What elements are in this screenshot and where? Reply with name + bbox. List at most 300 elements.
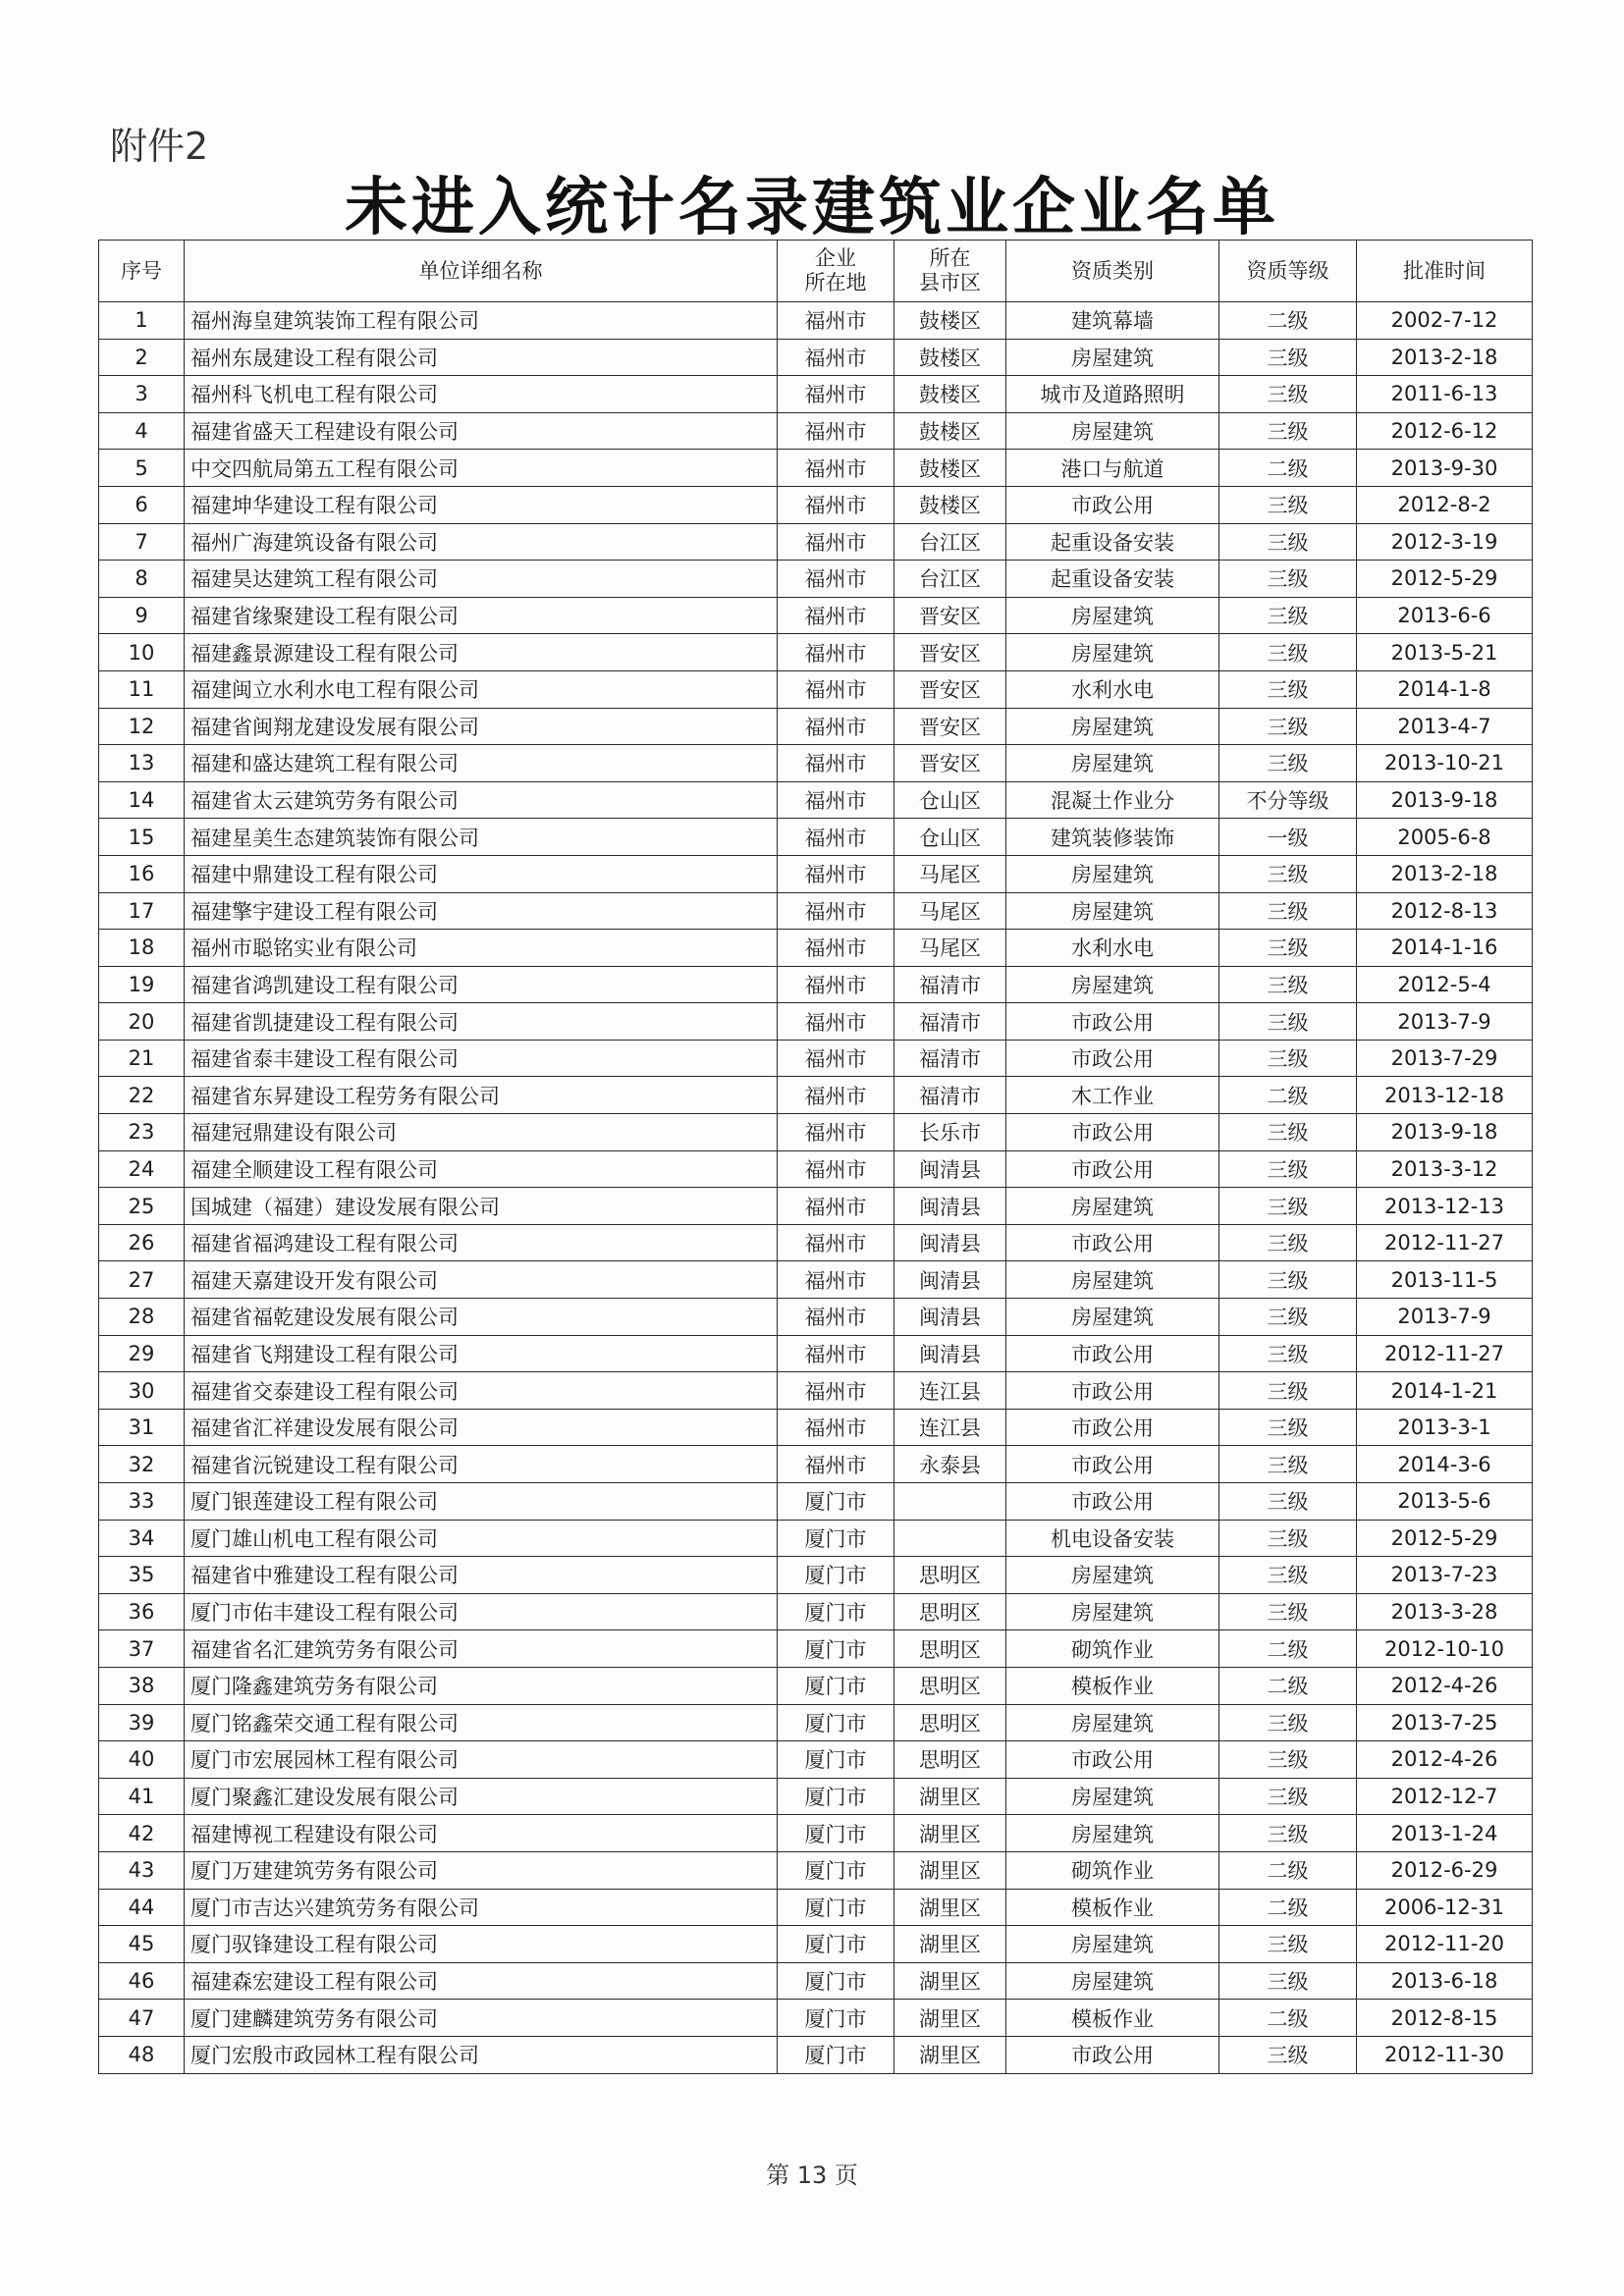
cell-city: 福州市	[778, 523, 894, 561]
cell-date: 2013-7-9	[1357, 1003, 1533, 1041]
cell-name: 厦门市宏展园林工程有限公司	[185, 1741, 778, 1779]
table-row	[99, 1188, 1533, 1225]
table-row	[99, 1630, 1533, 1668]
table-row	[99, 339, 1533, 376]
cell-no: 34	[99, 1520, 185, 1557]
cell-no: 33	[99, 1483, 185, 1521]
table-row	[99, 1483, 1533, 1521]
cell-level: 三级	[1219, 670, 1357, 708]
attachment-label: 附件2	[110, 125, 209, 168]
cell-city: 福州市	[778, 302, 894, 340]
table-row	[99, 1926, 1533, 1963]
cell-district: 福清市	[894, 1040, 1006, 1077]
cell-city: 福州市	[778, 892, 894, 930]
cell-name: 福州广海建筑设备有限公司	[185, 523, 778, 561]
cell-city: 福州市	[778, 930, 894, 967]
cell-district: 思明区	[894, 1593, 1006, 1630]
cell-district: 晋安区	[894, 597, 1006, 634]
cell-name: 福建坤华建设工程有限公司	[185, 486, 778, 523]
cell-name: 福建全顺建设工程有限公司	[185, 1150, 778, 1188]
cell-district: 福清市	[894, 966, 1006, 1003]
cell-city: 福州市	[778, 1040, 894, 1077]
cell-name: 福州东晟建设工程有限公司	[185, 339, 778, 376]
cell-level: 三级	[1219, 1704, 1357, 1741]
cell-district: 思明区	[894, 1667, 1006, 1704]
cell-city: 福州市	[778, 966, 894, 1003]
table-row	[99, 597, 1533, 634]
table-row	[99, 1593, 1533, 1630]
cell-no: 43	[99, 1851, 185, 1889]
cell-date: 2013-11-5	[1357, 1261, 1533, 1299]
cell-no: 27	[99, 1261, 185, 1299]
cell-no: 28	[99, 1299, 185, 1336]
cell-date: 2012-10-10	[1357, 1630, 1533, 1668]
cell-district: 湖里区	[894, 1815, 1006, 1852]
table-row	[99, 1299, 1533, 1336]
cell-level: 三级	[1219, 1188, 1357, 1225]
cell-date: 2013-2-18	[1357, 339, 1533, 376]
cell-district: 闽清县	[894, 1261, 1006, 1299]
table-row	[99, 1520, 1533, 1557]
cell-type: 水利水电	[1006, 930, 1219, 967]
table-row	[99, 930, 1533, 967]
cell-level: 三级	[1219, 486, 1357, 523]
cell-level: 二级	[1219, 1851, 1357, 1889]
cell-no: 38	[99, 1667, 185, 1704]
cell-date: 2013-12-13	[1357, 1188, 1533, 1225]
cell-no: 3	[99, 376, 185, 413]
cell-type: 机电设备安装	[1006, 1520, 1219, 1557]
cell-city: 福州市	[778, 708, 894, 745]
cell-city: 福州市	[778, 486, 894, 523]
cell-city: 福州市	[778, 1409, 894, 1446]
cell-name: 福建省盛天工程建设有限公司	[185, 412, 778, 450]
cell-district: 台江区	[894, 561, 1006, 598]
cell-name: 福州市聪铭实业有限公司	[185, 930, 778, 967]
cell-name: 福建和盛达建筑工程有限公司	[185, 745, 778, 782]
cell-no: 22	[99, 1077, 185, 1114]
cell-date: 2012-12-7	[1357, 1778, 1533, 1815]
cell-name: 中交四航局第五工程有限公司	[185, 450, 778, 487]
table-row	[99, 1741, 1533, 1779]
table-row	[99, 1335, 1533, 1372]
cell-city: 福州市	[778, 855, 894, 892]
cell-name: 福建擎宇建设工程有限公司	[185, 892, 778, 930]
cell-name: 福建省泰丰建设工程有限公司	[185, 1040, 778, 1077]
cell-district: 湖里区	[894, 2000, 1006, 2037]
cell-type: 房屋建筑	[1006, 1299, 1219, 1336]
cell-type: 市政公用	[1006, 1335, 1219, 1372]
table-row	[99, 634, 1533, 671]
cell-type: 模板作业	[1006, 1667, 1219, 1704]
cell-district: 长乐市	[894, 1114, 1006, 1151]
cell-city: 厦门市	[778, 1630, 894, 1668]
cell-type: 起重设备安装	[1006, 523, 1219, 561]
cell-city: 福州市	[778, 1003, 894, 1041]
table-row	[99, 855, 1533, 892]
cell-no: 1	[99, 302, 185, 340]
cell-type: 房屋建筑	[1006, 634, 1219, 671]
table-row	[99, 1889, 1533, 1926]
cell-no: 36	[99, 1593, 185, 1630]
cell-date: 2012-5-4	[1357, 966, 1533, 1003]
cell-city: 福州市	[778, 1150, 894, 1188]
cell-type: 房屋建筑	[1006, 1704, 1219, 1741]
cell-city: 厦门市	[778, 1704, 894, 1741]
cell-city: 福州市	[778, 1261, 894, 1299]
cell-district: 湖里区	[894, 2036, 1006, 2073]
cell-no: 41	[99, 1778, 185, 1815]
cell-city: 厦门市	[778, 2036, 894, 2073]
cell-name: 厦门市佑丰建设工程有限公司	[185, 1593, 778, 1630]
cell-type: 房屋建筑	[1006, 892, 1219, 930]
cell-name: 福建省交泰建设工程有限公司	[185, 1372, 778, 1410]
cell-type: 市政公用	[1006, 1040, 1219, 1077]
cell-date: 2013-5-21	[1357, 634, 1533, 671]
cell-level: 三级	[1219, 1261, 1357, 1299]
cell-no: 5	[99, 450, 185, 487]
cell-no: 39	[99, 1704, 185, 1741]
cell-district	[894, 1520, 1006, 1557]
cell-district: 连江县	[894, 1372, 1006, 1410]
cell-district: 福清市	[894, 1003, 1006, 1041]
cell-district: 鼓楼区	[894, 450, 1006, 487]
cell-name: 厦门驭锋建设工程有限公司	[185, 1926, 778, 1963]
cell-name: 厦门宏殷市政园林工程有限公司	[185, 2036, 778, 2073]
cell-name: 厦门隆鑫建筑劳务有限公司	[185, 1667, 778, 1704]
cell-name: 福建省中雅建设工程有限公司	[185, 1557, 778, 1594]
cell-date: 2012-4-26	[1357, 1667, 1533, 1704]
cell-no: 6	[99, 486, 185, 523]
cell-city: 厦门市	[778, 1483, 894, 1521]
cell-city: 厦门市	[778, 1557, 894, 1594]
cell-date: 2013-3-1	[1357, 1409, 1533, 1446]
cell-no: 48	[99, 2036, 185, 2073]
cell-date: 2013-3-28	[1357, 1593, 1533, 1630]
table-row	[99, 1815, 1533, 1852]
cell-level: 三级	[1219, 1593, 1357, 1630]
cell-level: 三级	[1219, 1150, 1357, 1188]
cell-type: 房屋建筑	[1006, 412, 1219, 450]
cell-type: 房屋建筑	[1006, 1261, 1219, 1299]
cell-city: 福州市	[778, 1114, 894, 1151]
cell-district: 台江区	[894, 523, 1006, 561]
cell-date: 2013-1-24	[1357, 1815, 1533, 1852]
cell-name: 福建省鸿凯建设工程有限公司	[185, 966, 778, 1003]
cell-no: 13	[99, 745, 185, 782]
cell-level: 三级	[1219, 1409, 1357, 1446]
cell-date: 2014-1-16	[1357, 930, 1533, 967]
cell-no: 31	[99, 1409, 185, 1446]
cell-name: 厦门雄山机电工程有限公司	[185, 1520, 778, 1557]
cell-type: 房屋建筑	[1006, 1962, 1219, 2000]
cell-no: 30	[99, 1372, 185, 1410]
cell-city: 福州市	[778, 819, 894, 856]
cell-date: 2012-6-12	[1357, 412, 1533, 450]
table-row	[99, 1150, 1533, 1188]
cell-level: 三级	[1219, 376, 1357, 413]
cell-city: 福州市	[778, 339, 894, 376]
cell-no: 37	[99, 1630, 185, 1668]
cell-date: 2012-4-26	[1357, 1741, 1533, 1779]
cell-type: 市政公用	[1006, 1741, 1219, 1779]
cell-district: 闽清县	[894, 1224, 1006, 1261]
cell-no: 14	[99, 781, 185, 819]
cell-no: 11	[99, 670, 185, 708]
cell-city: 厦门市	[778, 1926, 894, 1963]
cell-date: 2013-6-6	[1357, 597, 1533, 634]
cell-city: 福州市	[778, 1446, 894, 1483]
cell-type: 房屋建筑	[1006, 1815, 1219, 1852]
cell-date: 2013-6-18	[1357, 1962, 1533, 2000]
cell-level: 不分等级	[1219, 781, 1357, 819]
cell-date: 2013-4-7	[1357, 708, 1533, 745]
cell-type: 模板作业	[1006, 1889, 1219, 1926]
cell-date: 2013-2-18	[1357, 855, 1533, 892]
cell-no: 15	[99, 819, 185, 856]
cell-type: 房屋建筑	[1006, 1778, 1219, 1815]
cell-no: 9	[99, 597, 185, 634]
table-row	[99, 1851, 1533, 1889]
cell-level: 三级	[1219, 339, 1357, 376]
cell-date: 2006-12-31	[1357, 1889, 1533, 1926]
document-title: 未进入统计名录建筑业企业名单	[345, 171, 1279, 244]
table-body	[99, 302, 1533, 2074]
cell-city: 厦门市	[778, 2000, 894, 2037]
cell-date: 2012-8-15	[1357, 2000, 1533, 2037]
cell-date: 2013-9-18	[1357, 1114, 1533, 1151]
table-row	[99, 523, 1533, 561]
cell-level: 二级	[1219, 1889, 1357, 1926]
cell-level: 三级	[1219, 412, 1357, 450]
cell-district: 湖里区	[894, 1962, 1006, 2000]
cell-district: 思明区	[894, 1704, 1006, 1741]
cell-type: 砌筑作业	[1006, 1630, 1219, 1668]
cell-district: 鼓楼区	[894, 302, 1006, 340]
table-row	[99, 486, 1533, 523]
cell-no: 26	[99, 1224, 185, 1261]
table-row	[99, 1409, 1533, 1446]
cell-date: 2011-6-13	[1357, 376, 1533, 413]
cell-level: 三级	[1219, 1520, 1357, 1557]
cell-type: 市政公用	[1006, 1409, 1219, 1446]
cell-name: 福建省东昇建设工程劳务有限公司	[185, 1077, 778, 1114]
cell-level: 三级	[1219, 708, 1357, 745]
cell-city: 福州市	[778, 634, 894, 671]
cell-type: 房屋建筑	[1006, 339, 1219, 376]
cell-district: 马尾区	[894, 855, 1006, 892]
cell-no: 25	[99, 1188, 185, 1225]
cell-no: 24	[99, 1150, 185, 1188]
cell-type: 市政公用	[1006, 486, 1219, 523]
cell-type: 房屋建筑	[1006, 1188, 1219, 1225]
cell-district: 仓山区	[894, 819, 1006, 856]
cell-date: 2012-11-30	[1357, 2036, 1533, 2073]
cell-district: 连江县	[894, 1409, 1006, 1446]
cell-district: 晋安区	[894, 745, 1006, 782]
cell-date: 2013-7-25	[1357, 1704, 1533, 1741]
cell-level: 二级	[1219, 2000, 1357, 2037]
cell-level: 一级	[1219, 819, 1357, 856]
cell-date: 2012-5-29	[1357, 1520, 1533, 1557]
table-row	[99, 1667, 1533, 1704]
table-header-row	[99, 240, 1533, 302]
cell-date: 2013-9-18	[1357, 781, 1533, 819]
cell-name: 福建省名汇建筑劳务有限公司	[185, 1630, 778, 1668]
cell-date: 2013-12-18	[1357, 1077, 1533, 1114]
cell-level: 三级	[1219, 561, 1357, 598]
cell-level: 二级	[1219, 450, 1357, 487]
cell-no: 32	[99, 1446, 185, 1483]
cell-district: 思明区	[894, 1557, 1006, 1594]
cell-city: 福州市	[778, 1188, 894, 1225]
cell-level: 三级	[1219, 1557, 1357, 1594]
cell-district: 湖里区	[894, 1851, 1006, 1889]
table-row	[99, 2036, 1533, 2073]
cell-name: 福建中鼎建设工程有限公司	[185, 855, 778, 892]
cell-level: 二级	[1219, 302, 1357, 340]
table-row	[99, 892, 1533, 930]
cell-name: 福建省凯捷建设工程有限公司	[185, 1003, 778, 1041]
cell-city: 福州市	[778, 376, 894, 413]
cell-name: 福建省沅锐建设工程有限公司	[185, 1446, 778, 1483]
cell-type: 市政公用	[1006, 2036, 1219, 2073]
cell-district: 闽清县	[894, 1299, 1006, 1336]
cell-level: 三级	[1219, 1446, 1357, 1483]
table-row	[99, 670, 1533, 708]
cell-city: 福州市	[778, 1335, 894, 1372]
cell-level: 二级	[1219, 1077, 1357, 1114]
cell-name: 厦门银莲建设工程有限公司	[185, 1483, 778, 1521]
cell-no: 10	[99, 634, 185, 671]
cell-no: 45	[99, 1926, 185, 1963]
table-row	[99, 376, 1533, 413]
cell-date: 2013-7-9	[1357, 1299, 1533, 1336]
cell-district: 思明区	[894, 1630, 1006, 1668]
cell-date: 2012-8-13	[1357, 892, 1533, 930]
cell-type: 市政公用	[1006, 1003, 1219, 1041]
cell-type: 房屋建筑	[1006, 1926, 1219, 1963]
cell-city: 厦门市	[778, 1962, 894, 2000]
cell-type: 水利水电	[1006, 670, 1219, 708]
cell-level: 三级	[1219, 1926, 1357, 1963]
cell-city: 厦门市	[778, 1778, 894, 1815]
cell-type: 港口与航道	[1006, 450, 1219, 487]
cell-no: 42	[99, 1815, 185, 1852]
cell-type: 城市及道路照明	[1006, 376, 1219, 413]
table-row	[99, 781, 1533, 819]
cell-level: 三级	[1219, 1483, 1357, 1521]
cell-no: 44	[99, 1889, 185, 1926]
cell-type: 市政公用	[1006, 1150, 1219, 1188]
cell-level: 三级	[1219, 1962, 1357, 2000]
table-row	[99, 1962, 1533, 2000]
cell-district: 福清市	[894, 1077, 1006, 1114]
cell-city: 厦门市	[778, 1815, 894, 1852]
cell-no: 2	[99, 339, 185, 376]
cell-district: 鼓楼区	[894, 486, 1006, 523]
cell-level: 三级	[1219, 523, 1357, 561]
cell-name: 福建天嘉建设开发有限公司	[185, 1261, 778, 1299]
cell-type: 模板作业	[1006, 2000, 1219, 2037]
cell-no: 20	[99, 1003, 185, 1041]
table-row	[99, 819, 1533, 856]
cell-name: 厦门铭鑫荣交通工程有限公司	[185, 1704, 778, 1741]
table-row	[99, 450, 1533, 487]
col-header-name: 单位详细名称	[185, 240, 778, 302]
cell-no: 23	[99, 1114, 185, 1151]
cell-type: 木工作业	[1006, 1077, 1219, 1114]
cell-district	[894, 1483, 1006, 1521]
cell-date: 2012-5-29	[1357, 561, 1533, 598]
cell-name: 福建鑫景源建设工程有限公司	[185, 634, 778, 671]
cell-type: 市政公用	[1006, 1483, 1219, 1521]
cell-city: 福州市	[778, 412, 894, 450]
cell-level: 三级	[1219, 1003, 1357, 1041]
cell-city: 福州市	[778, 1224, 894, 1261]
table-row	[99, 966, 1533, 1003]
cell-city: 厦门市	[778, 1851, 894, 1889]
enterprise-table	[98, 240, 1533, 2074]
cell-date: 2012-11-27	[1357, 1224, 1533, 1261]
cell-date: 2013-5-6	[1357, 1483, 1533, 1521]
cell-date: 2013-3-12	[1357, 1150, 1533, 1188]
table-row	[99, 745, 1533, 782]
cell-type: 砌筑作业	[1006, 1851, 1219, 1889]
cell-no: 40	[99, 1741, 185, 1779]
cell-name: 国城建（福建）建设发展有限公司	[185, 1188, 778, 1225]
cell-name: 福建省闽翔龙建设发展有限公司	[185, 708, 778, 745]
cell-level: 三级	[1219, 1372, 1357, 1410]
cell-date: 2013-7-29	[1357, 1040, 1533, 1077]
cell-no: 8	[99, 561, 185, 598]
cell-level: 二级	[1219, 1667, 1357, 1704]
cell-type: 房屋建筑	[1006, 597, 1219, 634]
cell-no: 18	[99, 930, 185, 967]
table-row	[99, 1778, 1533, 1815]
cell-no: 46	[99, 1962, 185, 2000]
cell-level: 三级	[1219, 1114, 1357, 1151]
cell-city: 福州市	[778, 670, 894, 708]
cell-type: 房屋建筑	[1006, 966, 1219, 1003]
table-row	[99, 1261, 1533, 1299]
cell-type: 混凝土作业分	[1006, 781, 1219, 819]
cell-type: 房屋建筑	[1006, 1593, 1219, 1630]
cell-type: 起重设备安装	[1006, 561, 1219, 598]
cell-name: 福建省太云建筑劳务有限公司	[185, 781, 778, 819]
table-row	[99, 1557, 1533, 1594]
cell-date: 2014-1-8	[1357, 670, 1533, 708]
cell-no: 7	[99, 523, 185, 561]
cell-level: 三级	[1219, 855, 1357, 892]
cell-district: 晋安区	[894, 634, 1006, 671]
cell-city: 福州市	[778, 745, 894, 782]
cell-city: 福州市	[778, 1077, 894, 1114]
table-row	[99, 1224, 1533, 1261]
cell-city: 福州市	[778, 781, 894, 819]
cell-type: 市政公用	[1006, 1114, 1219, 1151]
cell-type: 建筑幕墙	[1006, 302, 1219, 340]
cell-level: 三级	[1219, 1778, 1357, 1815]
cell-level: 三级	[1219, 892, 1357, 930]
cell-level: 三级	[1219, 930, 1357, 967]
cell-no: 16	[99, 855, 185, 892]
page-number: 第 13 页	[766, 2162, 858, 2189]
cell-name: 福建森宏建设工程有限公司	[185, 1962, 778, 2000]
cell-name: 福建昊达建筑工程有限公司	[185, 561, 778, 598]
cell-district: 闽清县	[894, 1150, 1006, 1188]
cell-no: 47	[99, 2000, 185, 2037]
